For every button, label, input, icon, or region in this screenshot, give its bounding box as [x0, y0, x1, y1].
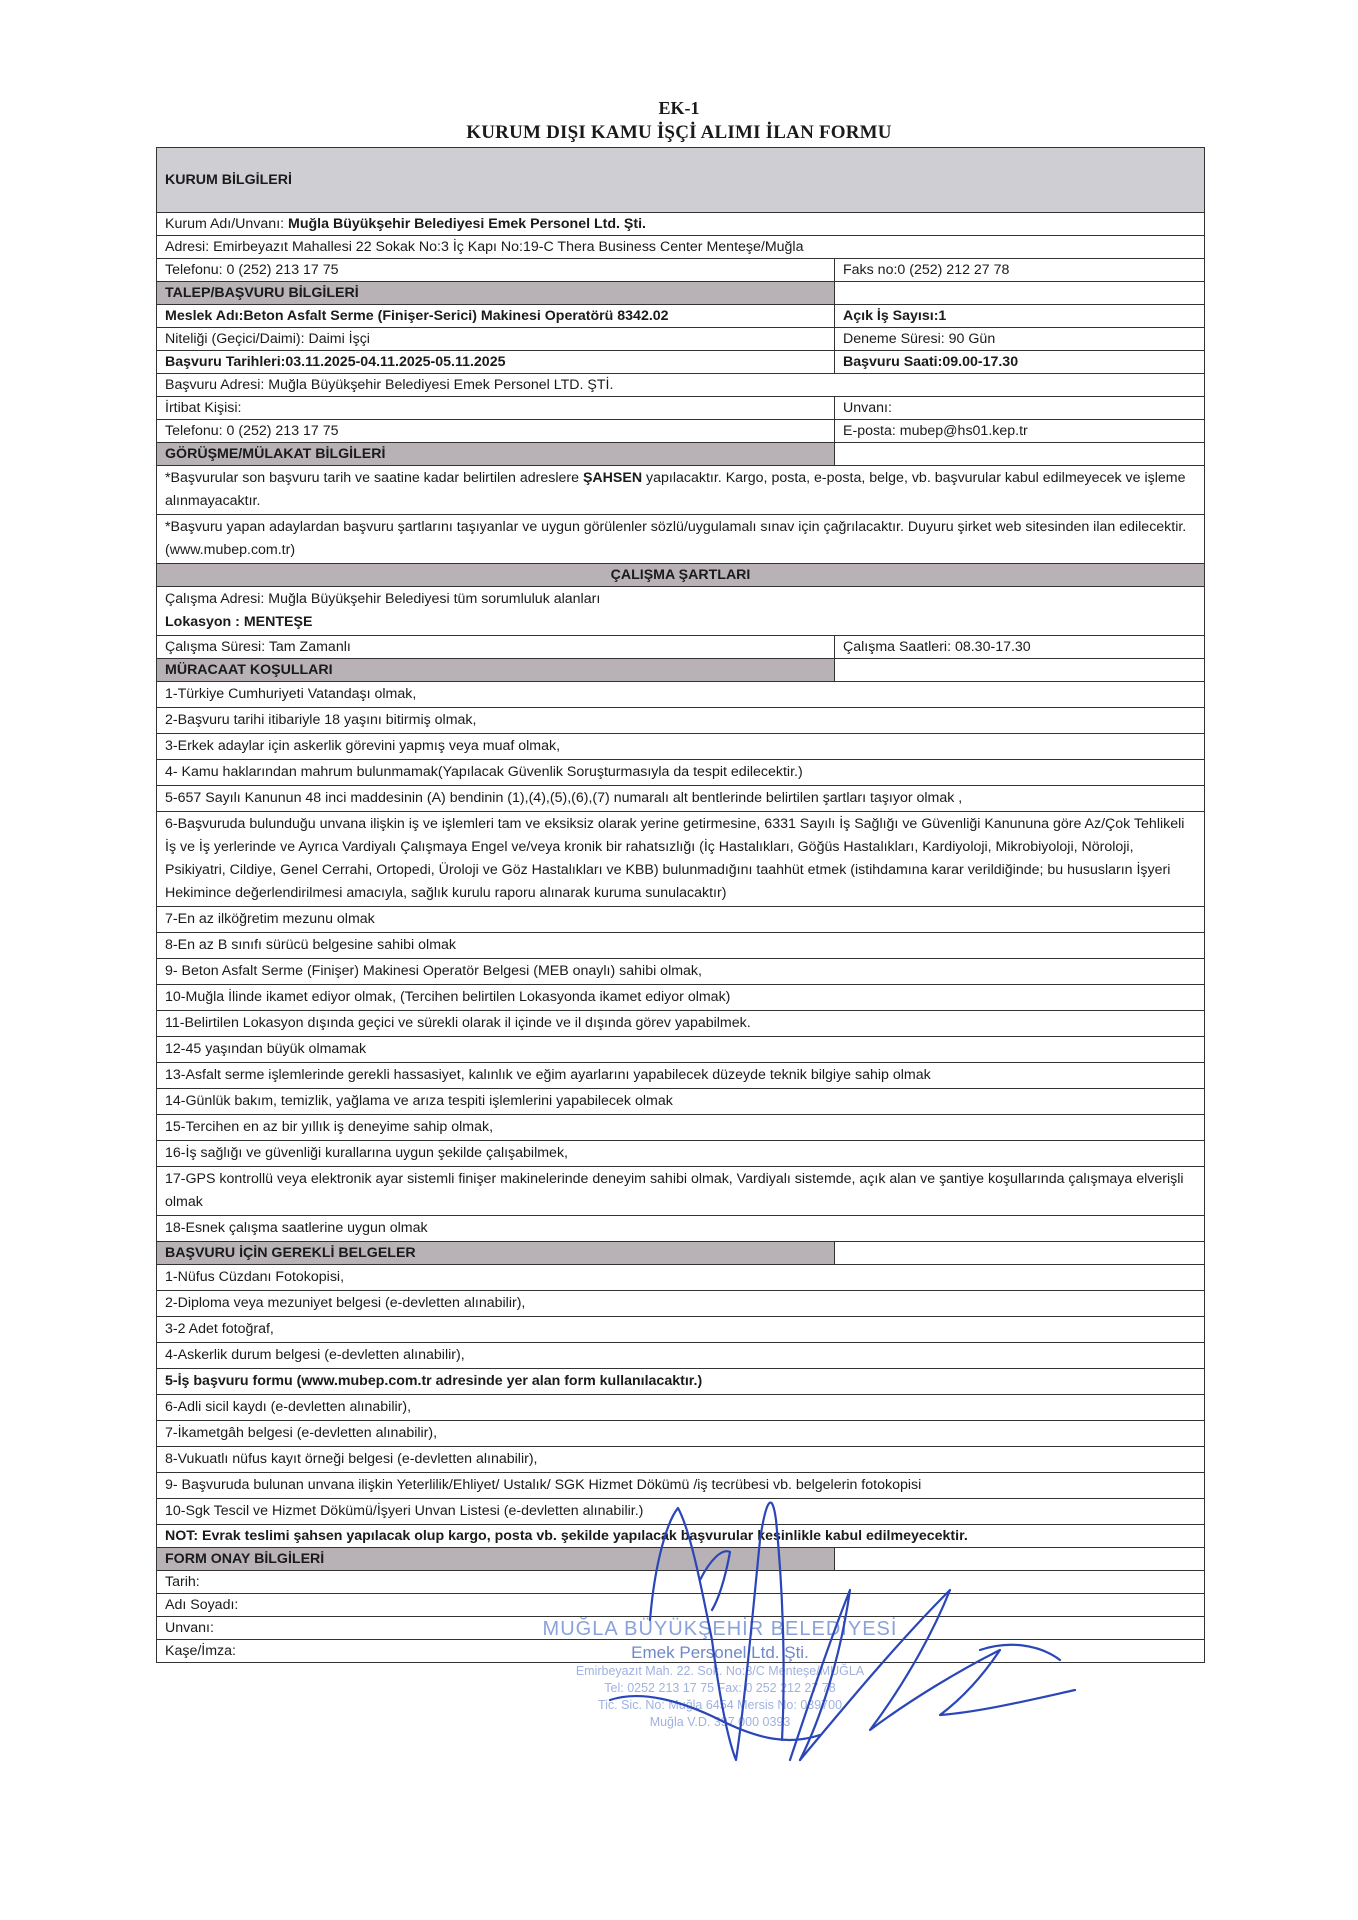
talep-eposta: E-posta: mubep@hs01.kep.tr	[835, 420, 1205, 443]
section-muracaat: MÜRACAAT KOŞULLARI	[157, 659, 835, 682]
section-gorusme: GÖRÜŞME/MÜLAKAT BİLGİLERİ	[157, 443, 835, 466]
muracaat-item-10: 10-Muğla İlinde ikamet ediyor olmak, (Tercihen belirtilen Lokasyonda ikamet ediyor olmak)	[157, 985, 1205, 1011]
belge-item-1: 1-Nüfus Cüzdanı Fotokopisi,	[157, 1265, 1205, 1291]
section-belgeler: BAŞVURU İÇİN GEREKLİ BELGELER	[157, 1242, 835, 1265]
talep-deneme: Deneme Süresi: 90 Gün	[835, 328, 1205, 351]
talep-nitelik: Niteliği (Geçici/Daimi): Daimi İşçi	[157, 328, 835, 351]
muracaat-item-12: 12-45 yaşından büyük olmamak	[157, 1037, 1205, 1063]
belge-item-2: 2-Diploma veya mezuniyet belgesi (e-devletten alınabilir),	[157, 1291, 1205, 1317]
muracaat-item-17: 17-GPS kontrollü veya elektronik ayar sistemli finişer makinelerinde deneyim sahibi olmak, Vardiyalı sistemde, açık alan ve şantiye koşullarında çalışmaya elverişli olmak	[157, 1167, 1205, 1216]
muracaat-item-14: 14-Günlük bakım, temizlik, yağlama ve arıza tespiti işlemlerini yapabilecek olmak	[157, 1089, 1205, 1115]
stamp-line-5: Tic. Sic. No: Muğla 6454 Mersis No: 039700	[597, 1698, 843, 1712]
kurum-fax: Faks no:0 (252) 212 27 78	[835, 259, 1205, 282]
section-muracaat-blank	[835, 659, 1205, 682]
belge-item-9: 9- Başvuruda bulunan unvana ilişkin Yeterlilik/Ehliyet/ Ustalık/ SGK Hizmet Dökümü /iş tecrübesi vb. belgelerin fotokopisi	[157, 1473, 1205, 1499]
calisma-lokasyon: Lokasyon : MENTEŞE	[165, 614, 313, 630]
muracaat-item-11: 11-Belirtilen Lokasyon dışında geçici ve sürekli olarak il içinde ve il dışında görev yapabilmek.	[157, 1011, 1205, 1037]
onay-unvan: Unvanı:	[157, 1617, 1205, 1640]
belge-item-10: 10-Sgk Tescil ve Hizmet Dökümü/İşyeri Unvan Listesi (e-devletten alınabilir.)	[157, 1499, 1205, 1525]
section-calisma: ÇALIŞMA ŞARTLARI	[157, 564, 1205, 587]
belgeler-note: NOT: Evrak teslimi şahsen yapılacak olup kargo, posta vb. şekilde yapılacak başvurular kesinlikle kabul edilmeyecektir.	[157, 1525, 1205, 1548]
calisma-sure: Çalışma Süresi: Tam Zamanlı	[157, 636, 835, 659]
gorusme-paragraph-2: *Başvuru yapan adaylardan başvuru şartlarını taşıyanlar ve uygun görülenler sözlü/uygulamalı sınav için çağrılacaktır. Duyuru şirket web sitesinden ilan edilecektir.(www.mubep.com.tr)	[157, 515, 1205, 564]
calisma-saatler: Çalışma Saatleri: 08.30-17.30	[835, 636, 1205, 659]
talep-adres: Başvuru Adresi: Muğla Büyükşehir Belediyesi Emek Personel LTD. ŞTİ.	[157, 374, 1205, 397]
kurum-name-value: Muğla Büyükşehir Belediyesi Emek Personel Ltd. Şti.	[288, 215, 646, 232]
talep-meslek: Meslek Adı:Beton Asfalt Serme (Finişer-Serici) Makinesi Operatörü 8342.02	[157, 305, 835, 328]
muracaat-item-13: 13-Asfalt serme işlemlerinde gerekli hassasiyet, kalınlık ve eğim ayarlarını yapabilecek düzeyde teknik bilgiye sahip olmak	[157, 1063, 1205, 1089]
talep-telefon: Telefonu: 0 (252) 213 17 75	[157, 420, 835, 443]
onay-tarih: Tarih:	[157, 1571, 1205, 1594]
calisma-adres: Çalışma Adresi: Muğla Büyükşehir Belediyesi tüm sorumluluk alanları	[165, 591, 601, 607]
stamp-line-4: Tel: 0252 213 17 75 Fax: 0 252 212 27 78	[604, 1681, 836, 1695]
belge-item-5: 5-İş başvuru formu (www.mubep.com.tr adresinde yer alan form kullanılacaktır.)	[157, 1369, 1205, 1395]
section-belgeler-blank	[835, 1242, 1205, 1265]
belge-item-8: 8-Vukuatlı nüfus kayıt örneği belgesi (e-devletten alınabilir),	[157, 1447, 1205, 1473]
muracaat-item-9: 9- Beton Asfalt Serme (Finişer) Makinesi Operatör Belgesi (MEB onaylı) sahibi olmak,	[157, 959, 1205, 985]
muracaat-item-5: 5-657 Sayılı Kanunun 48 inci maddesinin (A) bendinin (1),(4),(5),(6),(7) numaralı alt bentlerinde belirtilen şartları taşıyor olmak ,	[157, 786, 1205, 812]
onay-kase: Kaşe/İmza:	[157, 1640, 1205, 1663]
belge-item-3: 3-2 Adet fotoğraf,	[157, 1317, 1205, 1343]
stamp-line-2: Emek Personel Ltd. Şti.	[631, 1643, 809, 1662]
muracaat-item-18: 18-Esnek çalışma saatlerine uygun olmak	[157, 1216, 1205, 1242]
talep-tarihler: Başvuru Tarihleri:03.11.2025-04.11.2025-05.11.2025	[157, 351, 835, 374]
muracaat-item-3: 3-Erkek adaylar için askerlik görevini yapmış veya muaf olmak,	[157, 734, 1205, 760]
muracaat-item-7: 7-En az ilköğretim mezunu olmak	[157, 907, 1205, 933]
stamp-line-1: MUĞLA BÜYÜKŞEHİR BELEDİYESİ	[542, 1618, 898, 1640]
talep-saat: Başvuru Saati:09.00-17.30	[835, 351, 1205, 374]
section-gorusme-blank	[835, 443, 1205, 466]
section-form-onay: FORM ONAY BİLGİLERİ	[157, 1548, 835, 1571]
belge-item-4: 4-Askerlik durum belgesi (e-devletten alınabilir),	[157, 1343, 1205, 1369]
stamp-line-6: Muğla V.D. 397 000 0393	[649, 1715, 791, 1729]
onay-adsoyad: Adı Soyadı:	[157, 1594, 1205, 1617]
muracaat-item-6: 6-Başvuruda bulunduğu unvana ilişkin iş ve işlemleri tam ve eksiksiz olarak yerine getirmesine, 6331 Sayılı İş Sağlığı ve Güvenliği Kanununa göre Az/Çok Tehlikeli İş ve İş yerlerinde ve Ayrıca Vardiyalı Çalışmaya Engel ve/veya kronik bir rahatsızlığı (İç Hastalıkları, Göğüs Hastalıkları, Kardiyoloji, Mikrobiyoloji, Nöroloji, Psikiyatri, Cildiye, Genel Cerrahi, Ortopedi, Üroloji ve Göz Hastalıkları ve KBB) bulunmadığını taahhüt etmek (istihdamına karar verildiğinde; bu hususların İşyeri Hekimince değerlendirilmesi amacıyla, sağlık kurulu raporu alınarak kuruma sunulacaktır)	[157, 812, 1205, 907]
section-onay-blank	[835, 1548, 1205, 1571]
kurum-name-label: Kurum Adı/Unvanı:	[165, 215, 289, 232]
kurum-name-row	[157, 213, 1205, 236]
stamp-line-3: Emirbeyazıt Mah. 22. Sok. No:3/C Menteşe/MUĞLA	[575, 1664, 865, 1678]
talep-unvan: Unvanı:	[835, 397, 1205, 420]
muracaat-item-4: 4- Kamu haklarından mahrum bulunmamak(Yapılacak Güvenlik Soruşturmasıyla da tespit edilecektir.)	[157, 760, 1205, 786]
gorusme-paragraph-1: *Başvurular son başvuru tarih ve saatine kadar belirtilen adreslere ŞAHSEN yapılacaktır. Kargo, posta, e-posta, belge, vb. başvurular kabul edilmeyecek ve işleme alınmayacaktır.	[157, 466, 1205, 515]
kurum-address: Adresi: Emirbeyazıt Mahallesi 22 Sokak No:3 İç Kapı No:19-C Thera Business Center Menteşe/Muğla	[157, 236, 1205, 259]
company-stamp	[530, 1618, 910, 1731]
section-talep: TALEP/BAŞVURU BİLGİLERİ	[157, 282, 835, 305]
form-code: EK-1	[658, 98, 700, 118]
calisma-adres-lokasyon	[157, 587, 1205, 636]
belge-item-7: 7-İkametgâh belgesi (e-devletten alınabilir),	[157, 1421, 1205, 1447]
kurum-phone: Telefonu: 0 (252) 213 17 75	[157, 259, 835, 282]
talep-irtibat: İrtibat Kişisi:	[157, 397, 835, 420]
muracaat-item-8: 8-En az B sınıfı sürücü belgesine sahibi olmak	[157, 933, 1205, 959]
muracaat-item-1: 1-Türkiye Cumhuriyeti Vatandaşı olmak,	[157, 682, 1205, 708]
section-kurum-bilgileri: KURUM BİLGİLERİ	[157, 148, 1205, 213]
muracaat-item-2: 2-Başvuru tarihi itibariyle 18 yaşını bitirmiş olmak,	[157, 708, 1205, 734]
form-title: KURUM DIŞI KAMU İŞÇİ ALIMI İLAN FORMU	[466, 122, 892, 143]
announcement-form-table	[156, 147, 1205, 1663]
section-talep-blank	[835, 282, 1205, 305]
talep-acik-is: Açık İş Sayısı:1	[835, 305, 1205, 328]
belge-item-6: 6-Adli sicil kaydı (e-devletten alınabilir),	[157, 1395, 1205, 1421]
muracaat-item-16: 16-İş sağlığı ve güvenliği kurallarına uygun şekilde çalışabilmek,	[157, 1141, 1205, 1167]
muracaat-item-15: 15-Tercihen en az bir yıllık iş deneyime sahip olmak,	[157, 1115, 1205, 1141]
